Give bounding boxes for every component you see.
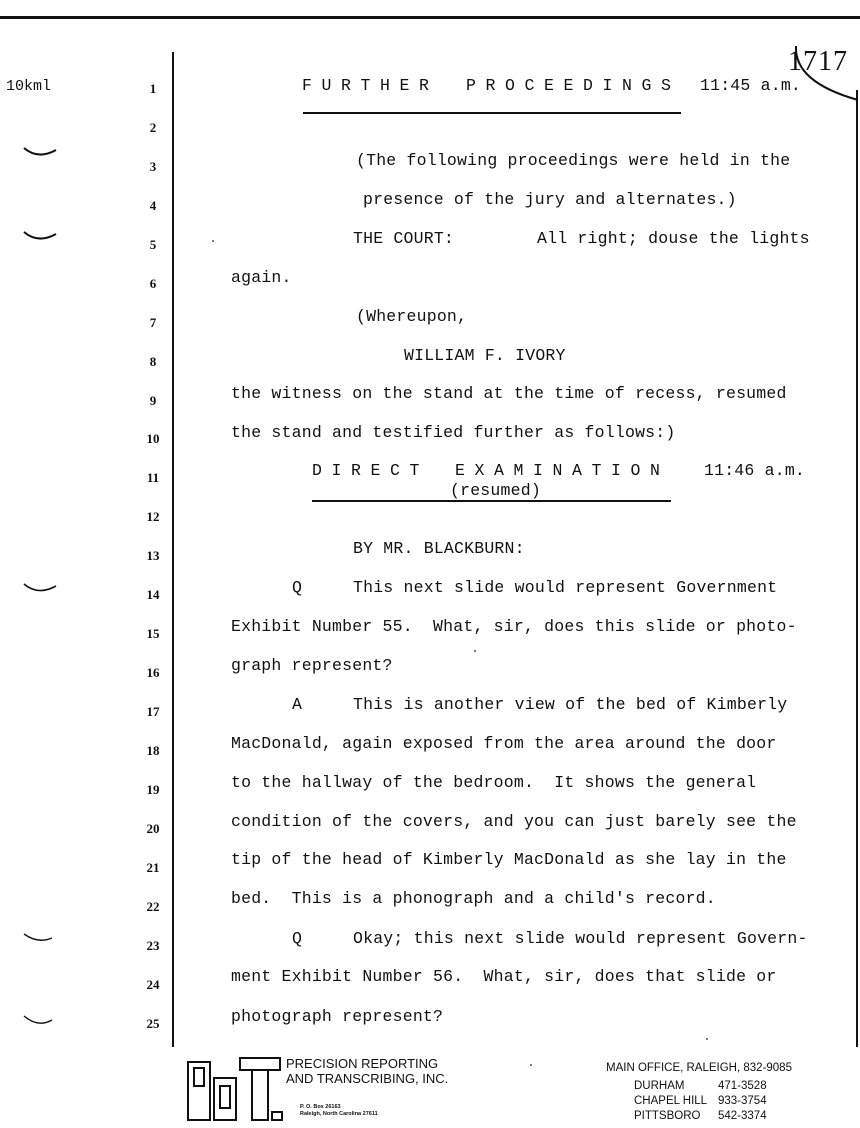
address-line-1: P. O. Box 26163 <box>300 1104 341 1110</box>
company-name <box>286 1056 448 1086</box>
line-number: 13 <box>146 548 160 563</box>
speck <box>474 650 476 652</box>
transcript-line-6: again. <box>231 268 292 287</box>
exam-subtitle: (resumed) <box>450 481 541 500</box>
transcript-line-18: MacDonald, again exposed from the area around the door <box>231 734 777 753</box>
line-number: 16 <box>146 665 160 680</box>
line-number: 21 <box>146 860 160 875</box>
transcript-line-7: (Whereupon, <box>356 307 468 326</box>
question-marker: Q <box>292 578 303 597</box>
transcript-line-19: to the hallway of the bedroom. It shows the general <box>231 773 757 792</box>
transcript-line-10: the stand and testified further as follows:) <box>231 423 676 442</box>
line-number: 5 <box>149 237 157 252</box>
transcript-line-9: the witness on the stand at the time of recess, resumed <box>231 384 787 403</box>
line-number: 15 <box>146 626 160 641</box>
transcript-line-25: photograph represent? <box>231 1007 444 1026</box>
speck <box>212 240 214 242</box>
heading-underline <box>303 112 681 114</box>
line-number: 8 <box>149 354 157 369</box>
examiner-label: BY MR. BLACKBURN: <box>353 539 525 558</box>
exam-underline <box>312 500 671 502</box>
top-border-line <box>0 16 860 19</box>
transcript-line-23: Okay; this next slide would represent Govern- <box>353 929 808 948</box>
company-logo <box>186 1056 286 1122</box>
speck <box>706 1038 708 1040</box>
hole-mark-icon <box>22 1014 62 1028</box>
line-number: 9 <box>149 393 157 408</box>
main-office: MAIN OFFICE, RALEIGH, 832-9085 <box>606 1062 792 1074</box>
line-number: 20 <box>146 821 160 836</box>
transcript-line-22: bed. This is a phonograph and a child's record. <box>231 889 716 908</box>
transcript-line-15: Exhibit Number 55. What, sir, does this slide or photo- <box>231 617 797 636</box>
transcript-line-16: graph represent? <box>231 656 393 675</box>
line-number: 7 <box>149 315 157 330</box>
line-number: 23 <box>146 938 160 953</box>
transcript-line-17: This is another view of the bed of Kimberly <box>353 695 788 714</box>
heading-word-further: FURTHER <box>302 76 439 95</box>
office-phone: 933-3754 <box>718 1095 767 1107</box>
exam-word-examination: EXAMINATION <box>455 461 670 480</box>
line-number: 18 <box>146 743 160 758</box>
line-number: 10 <box>146 431 160 446</box>
hole-mark-icon <box>22 932 62 946</box>
company-name-line-2: AND TRANSCRIBING, INC. <box>286 1071 449 1086</box>
line-number: 19 <box>146 782 160 797</box>
answer-marker: A <box>292 695 303 714</box>
page-number: 1717 <box>788 46 848 77</box>
hole-mark-icon <box>22 230 62 244</box>
line-number: 25 <box>146 1016 160 1031</box>
transcript-line-5: All right; douse the lights <box>537 229 810 248</box>
line-number: 24 <box>146 977 160 992</box>
heading-word-proceedings: PROCEEDINGS <box>466 76 681 95</box>
transcript-line-3: (The following proceedings were held in the <box>356 151 791 170</box>
transcript-line-4: presence of the jury and alternates.) <box>363 190 737 209</box>
transcript-line-21: tip of the head of Kimberly MacDonald as she lay in the <box>231 850 787 869</box>
hole-mark-icon <box>22 582 62 596</box>
speaker-label: THE COURT: <box>353 229 455 248</box>
heading-time: 11:45 a.m. <box>700 76 802 95</box>
office-phone: 542-3374 <box>718 1110 767 1122</box>
line-number: 6 <box>149 276 157 291</box>
exam-time: 11:46 a.m. <box>704 461 806 480</box>
line-number: 12 <box>146 509 160 524</box>
office-phone: 471-3528 <box>718 1080 767 1092</box>
transcript-line-20: condition of the covers, and you can just barely see the <box>231 812 797 831</box>
line-number: 14 <box>146 587 160 602</box>
company-address <box>300 1104 378 1118</box>
address-line-2: Raleigh, North Carolina 27611 <box>300 1111 378 1117</box>
office-city: PITTSBORO <box>634 1110 701 1122</box>
left-margin-line <box>172 52 174 1047</box>
transcript-line-14: This next slide would represent Government <box>353 578 778 597</box>
office-city: DURHAM <box>634 1080 685 1092</box>
question-marker: Q <box>292 929 303 948</box>
hole-mark-icon <box>22 146 62 160</box>
line-number: 1 <box>149 81 157 96</box>
line-number: 11 <box>146 470 160 485</box>
line-number: 22 <box>146 899 160 914</box>
exam-word-direct: DIRECT <box>312 461 430 480</box>
transcript-line-24: ment Exhibit Number 56. What, sir, does that slide or <box>231 967 777 986</box>
line-number: 4 <box>149 198 157 213</box>
side-note: 10kml <box>6 78 52 95</box>
line-number: 2 <box>149 120 157 135</box>
line-number: 3 <box>149 159 157 174</box>
office-city: CHAPEL HILL <box>634 1095 708 1107</box>
right-margin-line <box>856 90 858 1047</box>
company-name-line-1: PRECISION REPORTING <box>286 1056 439 1071</box>
witness-name: WILLIAM F. IVORY <box>404 346 566 365</box>
line-number: 17 <box>146 704 160 719</box>
speck <box>530 1064 532 1066</box>
